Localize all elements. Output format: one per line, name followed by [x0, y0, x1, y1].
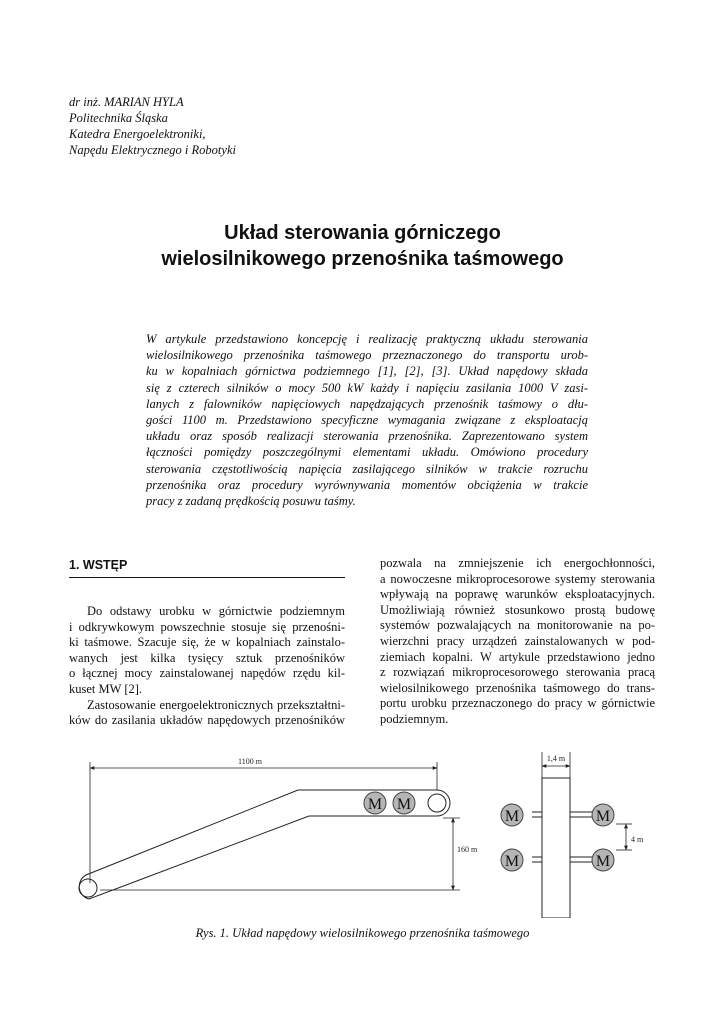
- paragraph-line: Zastosowanie energoelektronicznych przekształtni-: [87, 697, 345, 712]
- left-column-text: [69, 604, 345, 729]
- head-pulley: [428, 794, 446, 812]
- paragraph-line: z rozwiązań mikroprocesorowego sterowania pracą: [380, 665, 655, 680]
- abstract-line: lanych z falowników napięciowych napędzających przenośnik taśmowy o dłu-: [146, 396, 588, 411]
- abstract-line: łączności pomiędzy poszczególnymi elementami układu. Omówiono procedury: [146, 445, 588, 460]
- tail-pulley: [79, 879, 97, 897]
- abstract-line: W artykule przedstawiono koncepcję i realizację praktyczną układu sterowania: [146, 332, 588, 346]
- paragraph-line: o łącznej mocy zainstalowanej napędów rzędu kil-: [69, 666, 345, 681]
- abstract-line: ku w kopalniach górnictwa podziemnego [1], [2], [3]. Układ napędowy składa: [146, 364, 588, 379]
- author-university: Politechnika Śląska: [69, 111, 168, 125]
- title-line: Układ sterowania górniczego: [224, 222, 501, 244]
- motor-label: M: [504, 808, 520, 825]
- paragraph-line: Do odstawy urobku w górnictwie podziemnym: [87, 604, 345, 618]
- height-label: 160 m: [457, 845, 478, 854]
- motor-label: M: [595, 853, 611, 870]
- spacing-label: 4 m: [631, 835, 644, 844]
- author-name: dr inż. MARIAN HYLA: [69, 95, 184, 109]
- paper-title: [100, 220, 625, 272]
- abstract-line: wielosilnikowego przenośnika taśmowego przeznaczonego do transportu urob-: [146, 348, 588, 363]
- author-block: [69, 94, 236, 158]
- paragraph-line: a nowoczesne mikroprocesorowe systemy sterowania: [380, 571, 655, 586]
- motor-label: M: [367, 796, 383, 813]
- right-column-text: [380, 556, 655, 728]
- abstract-line: pracy z zadaną prędkością posuwu taśmy.: [146, 494, 356, 509]
- author-department-cont: Napędu Elektrycznego i Robotyki: [69, 143, 236, 157]
- paragraph-line: i odkrywkowym powszechnie stosuje się przenośni-: [69, 619, 345, 634]
- abstract-line: przenośnika oraz procedury wyrównywania momentów obciążenia w trakcie: [146, 477, 588, 492]
- conveyor-top-view: [532, 778, 594, 918]
- paragraph-line: ków do zasilania układów napędowych przenośników: [69, 713, 345, 728]
- paragraph-line: ziemiach kopalni. W artykule przedstawiono jedno: [380, 649, 655, 664]
- paragraph-line: systemów pozwalających na monitorowanie na po-: [380, 618, 655, 633]
- paragraph-line: ki taśmowe. Szacuje się, że w kopalniach zainstalo-: [69, 635, 345, 650]
- section-heading: 1. WSTĘP: [69, 558, 345, 578]
- abstract: [146, 331, 588, 509]
- spacing-dimension: [616, 824, 632, 850]
- height-dimension: [100, 818, 460, 890]
- top-motors: [501, 804, 614, 871]
- paragraph-line: portu urobku przeznaczonego do pracy w górnictwie: [380, 696, 655, 711]
- abstract-line: się z czterech silników o mocy 500 kW każdy i napięciu zasilania 1000 V zasi-: [146, 380, 588, 395]
- paragraph-line: wielosilnikowego przenośnika taśmowego do trans-: [380, 680, 655, 695]
- paragraph-line: Umożliwiają również stosunkowo prostą budowę: [380, 602, 655, 617]
- paragraph-line: wanych jest kilka tysięcy sztuk przenośników: [69, 650, 345, 665]
- figure-caption: Rys. 1. Układ napędowy wielosilnikowego przenośnika taśmowego: [195, 926, 530, 940]
- conveyor-drive-figure: [60, 748, 670, 918]
- abstract-line: układu oraz sposób realizacji sterowania przenośnika. Zaprezentowano system: [146, 429, 588, 444]
- paragraph-line: kuset MW [2].: [69, 681, 143, 696]
- belt-top-view: [542, 778, 570, 918]
- length-label: 1100 m: [238, 757, 262, 766]
- paragraph-line: podziemnym.: [380, 711, 449, 726]
- paragraph-line: pozwala na zmniejszenie ich energochłonności,: [380, 556, 655, 570]
- side-motors: [364, 792, 415, 814]
- length-dimension: [90, 762, 437, 883]
- paragraph-line: wierzchni pracy urządzeń zainstalowanych w pod-: [380, 633, 655, 648]
- paragraph-line: wpływają na poprawę warunków eksploatacyjnych.: [380, 587, 655, 602]
- motor-label: M: [504, 853, 520, 870]
- abstract-line: sterowania częstotliwością napięcia zasilającego silników w trakcie rozruchu: [146, 461, 588, 476]
- width-label: 1,4 m: [546, 754, 566, 763]
- title-line: wielosilnikowego przenośnika taśmowego: [161, 248, 564, 270]
- motor-label: M: [396, 796, 412, 813]
- motor-label: M: [595, 808, 611, 825]
- author-department: Katedra Energoelektroniki,: [69, 127, 206, 141]
- abstract-line: gości 1100 m. Przedstawiono specyficzne wymagania związane z eksploatacją: [146, 413, 588, 428]
